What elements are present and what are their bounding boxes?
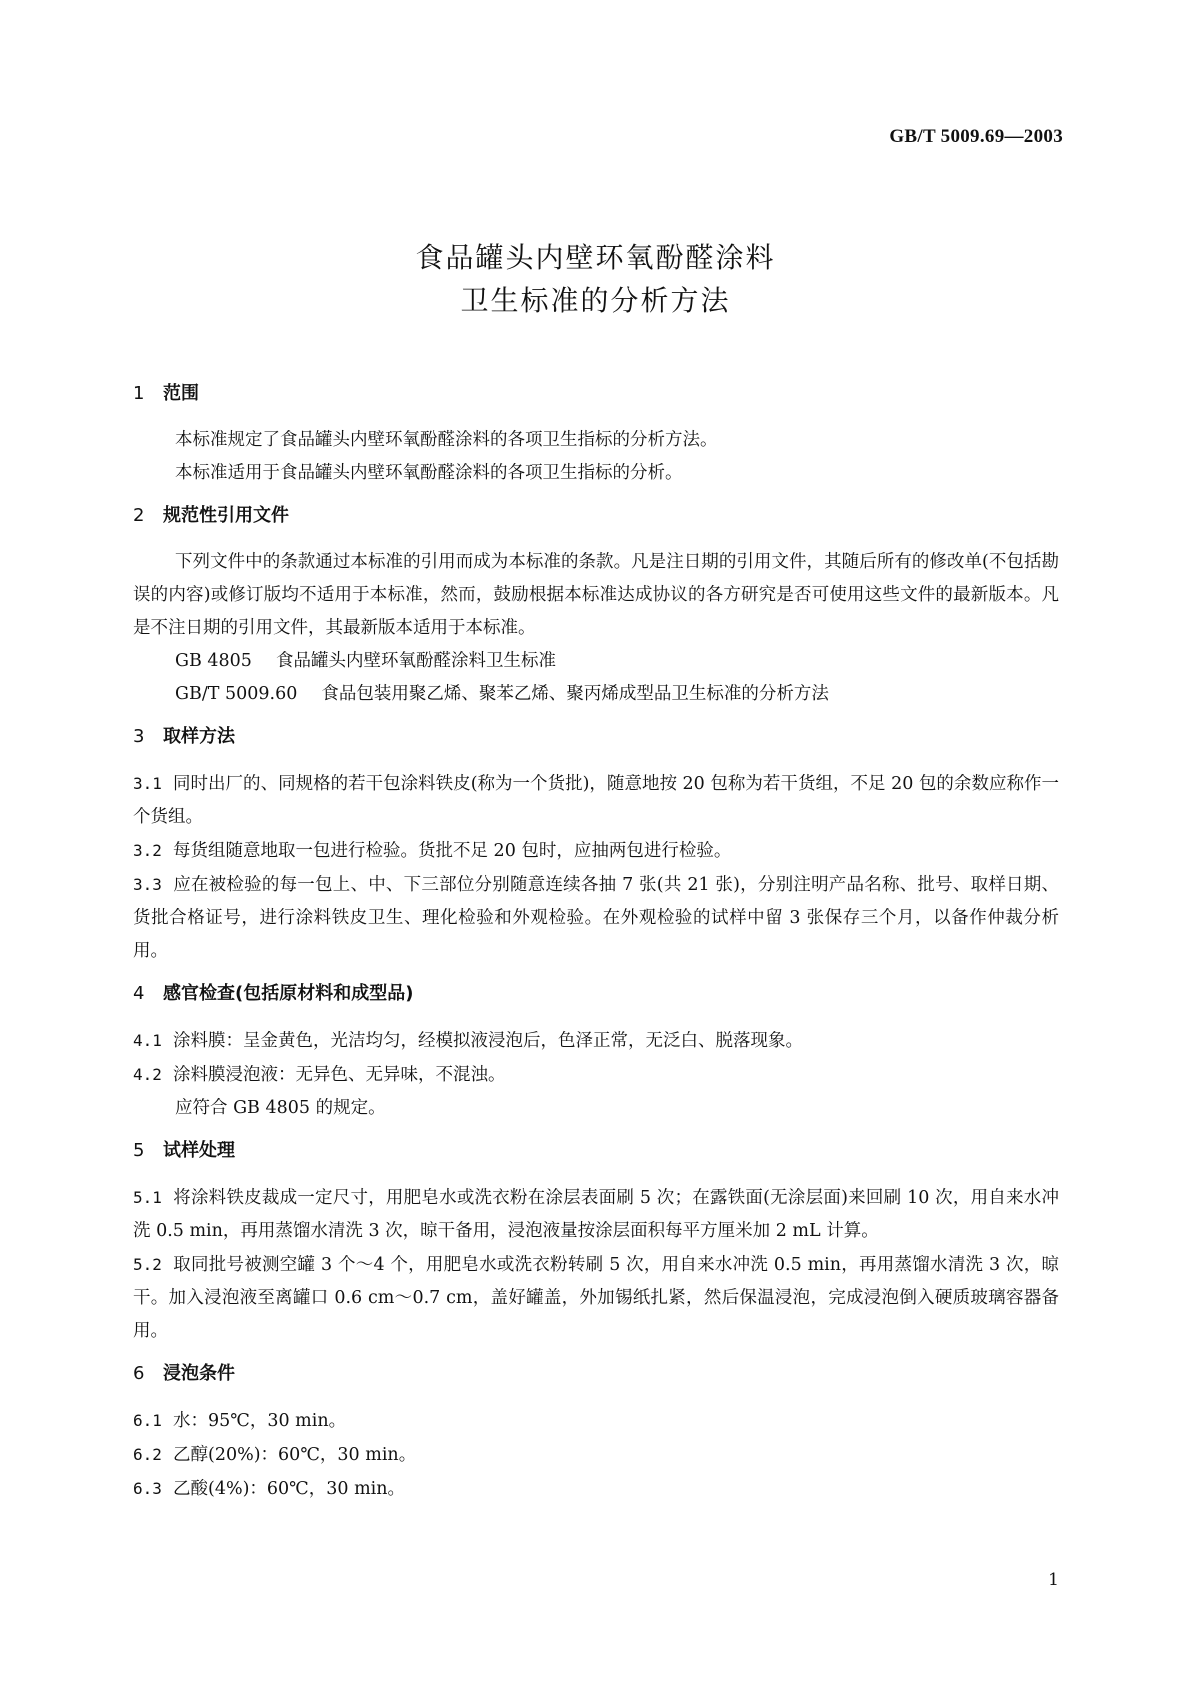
clause-text: 每货组随意地取一包进行检验。货批不足 20 包时，应抽两包进行检验。 <box>173 841 732 861</box>
section-title: 规范性引用文件 <box>163 505 289 526</box>
paragraph: 本标准适用于食品罐头内壁环氧酚醛涂料的各项卫生指标的分析。 <box>175 463 683 483</box>
paragraph: 下列文件中的条款通过本标准的引用而成为本标准的条款。凡是注日期的引用文件，其随后所有的修改单(不包括勘误的内容)或修订版均不适用于本标准，然而，鼓励根据本标准达成协议的各方研究是否可使用这些文件的最新版本。凡是不注日期的引用文件，其最新版本适用于本标准。 <box>133 552 1059 638</box>
paragraph: 本标准规定了食品罐头内壁环氧酚醛涂料的各项卫生指标的分析方法。 <box>175 430 718 450</box>
document-title-line-2: 卫生标准的分析方法 <box>460 284 731 317</box>
section-number: 4 <box>133 983 145 1004</box>
section-heading-5 <box>133 1139 1059 1181</box>
clause <box>133 868 1059 968</box>
reference-title: 食品包装用聚乙烯、聚苯乙烯、聚丙烯成型品卫生标准的分析方法 <box>321 684 829 704</box>
clause-number: 4.1 <box>133 1031 162 1050</box>
section-title: 感官检查(包括原材料和成型品) <box>163 983 414 1004</box>
clause-number: 5.1 <box>133 1188 162 1207</box>
clause <box>133 1181 1059 1248</box>
reference-code: GB 4805 <box>175 651 252 671</box>
clause-text: 乙酸(4%)：60℃，30 min。 <box>173 1479 406 1499</box>
reference-item <box>133 645 1059 678</box>
clause-number: 3.2 <box>133 841 162 860</box>
clause <box>133 1438 1059 1472</box>
clause-text: 应在被检验的每一包上、中、下三部位分别随意连续各抽 7 张(共 21 张)，分别注明产品名称、批号、取样日期、货批合格证号，进行涂料铁皮卫生、理化检验和外观检验。在外观检验的试样中留 3 张保存三个月，以备作仲裁分析用。 <box>133 875 1059 961</box>
clause <box>133 767 1059 834</box>
clause <box>133 1472 1059 1506</box>
clause-number: 6.3 <box>133 1479 162 1498</box>
clause <box>133 834 1059 868</box>
clause-text: 乙醇(20%)：60℃，30 min。 <box>173 1445 417 1465</box>
section-heading-3 <box>133 725 1059 767</box>
document-body <box>133 382 1059 1506</box>
section-title: 取样方法 <box>163 726 235 747</box>
clause-number: 4.2 <box>133 1065 162 1084</box>
reference-item <box>133 678 1059 711</box>
clause-text: 水：95℃，30 min。 <box>173 1411 347 1431</box>
clause-number: 3.1 <box>133 774 162 793</box>
clause-number: 5.2 <box>133 1255 162 1274</box>
clause-number: 3.3 <box>133 875 162 894</box>
clause <box>133 1058 1059 1092</box>
clause-text: 将涂料铁皮裁成一定尺寸，用肥皂水或洗衣粉在涂层表面刷 5 次；在露铁面(无涂层面)来回刷 10 次，用自来水冲洗 0.5 min，再用蒸馏水清洗 3 次，晾干备用，浸泡液量按涂层面积每平方厘米加 2 mL 计算。 <box>133 1188 1059 1241</box>
section-title: 试样处理 <box>163 1140 235 1161</box>
section-number: 6 <box>133 1363 145 1384</box>
section-heading-2 <box>133 504 1059 546</box>
section-heading-6 <box>133 1362 1059 1404</box>
clause-text: 取同批号被测空罐 3 个～4 个，用肥皂水或洗衣粉转刷 5 次，用自来水冲洗 0.5 min，再用蒸馏水清洗 3 次，晾干。加入浸泡液至离罐口 0.6 cm～0.7 cm，盖好罐盖，外加锡纸扎紧，然后保温浸泡，完成浸泡倒入硬质玻璃容器备用。 <box>133 1255 1059 1341</box>
clause-text: 同时出厂的、同规格的若干包涂料铁皮(称为一个货批)，随意地按 20 包称为若干货组，不足 20 包的余数应称作一个货组。 <box>133 774 1059 827</box>
clause <box>133 1248 1059 1348</box>
reference-title: 食品罐头内壁环氧酚醛涂料卫生标准 <box>275 651 556 671</box>
clause-text: 涂料膜：呈金黄色，光洁均匀，经模拟液浸泡后，色泽正常，无泛白、脱落现象。 <box>173 1031 803 1051</box>
clause-text: 涂料膜浸泡液：无异色、无异味，不混浊。 <box>173 1065 506 1085</box>
standard-number: GB/T 5009.69—2003 <box>889 126 1063 147</box>
section-heading-4 <box>133 982 1059 1024</box>
section-number: 3 <box>133 726 145 747</box>
section-title: 浸泡条件 <box>163 1363 235 1384</box>
section-number: 5 <box>133 1140 145 1161</box>
document-title-line-1: 食品罐头内壁环氧酚醛涂料 <box>415 241 776 274</box>
section-number: 1 <box>133 383 145 404</box>
reference-code: GB/T 5009.60 <box>175 684 298 704</box>
clause <box>133 1404 1059 1438</box>
clause <box>133 1024 1059 1058</box>
page-number: 1 <box>1048 1570 1059 1590</box>
paragraph: 应符合 GB 4805 的规定。 <box>175 1098 386 1118</box>
clause-number: 6.1 <box>133 1411 162 1430</box>
section-number: 2 <box>133 505 145 526</box>
section-title: 范围 <box>163 383 199 404</box>
section-heading-1 <box>133 382 1059 424</box>
clause-number: 6.2 <box>133 1445 162 1464</box>
